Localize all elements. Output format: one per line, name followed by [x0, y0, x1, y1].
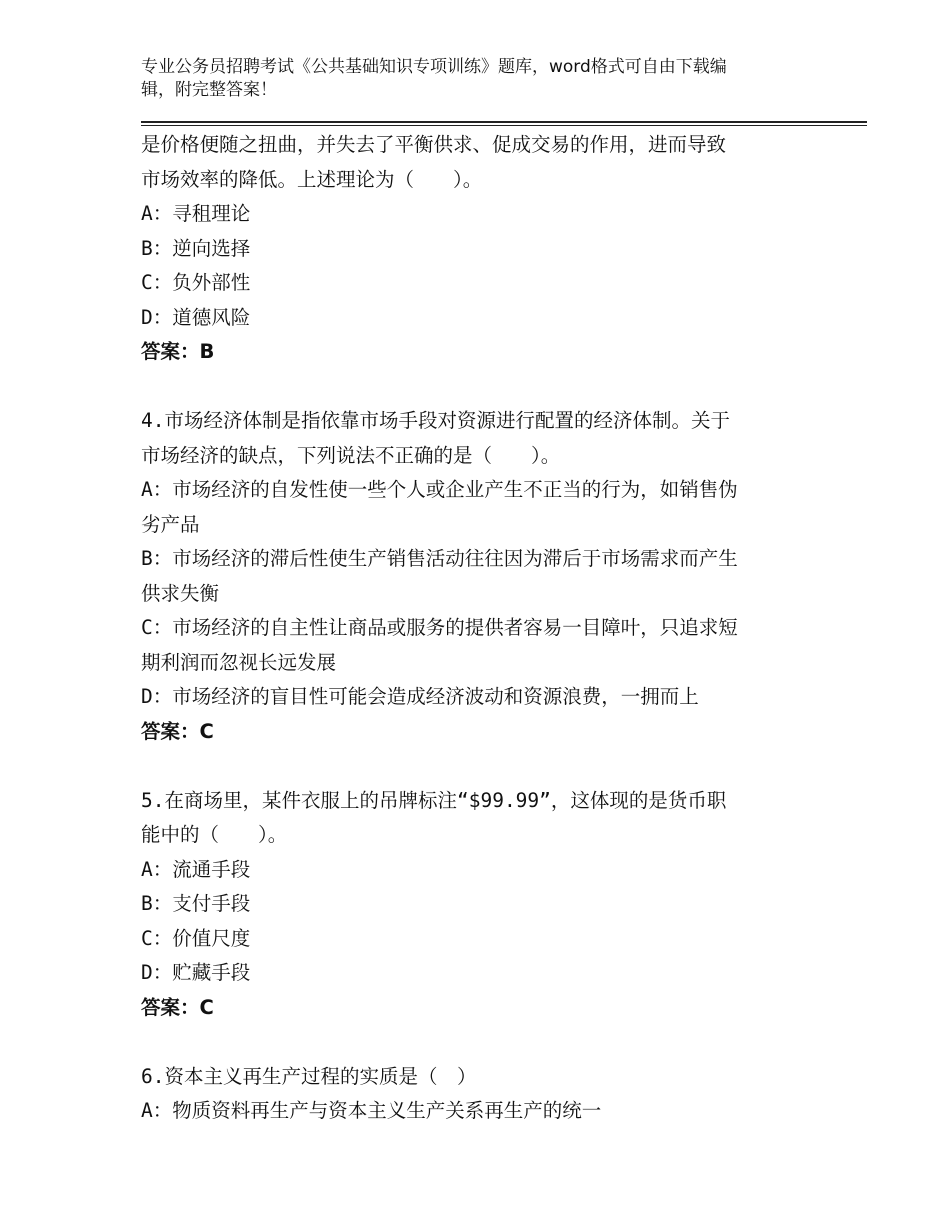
- option-a: A：流通手段: [141, 857, 251, 881]
- option-d: D：道德风险: [141, 305, 251, 329]
- header-title-line: 辑，附完整答案！: [141, 80, 277, 100]
- option-b-continued: 供求失衡: [141, 581, 220, 605]
- option-b: B：市场经济的滞后性使生产销售活动往往因为滞后于市场需求而产生: [141, 547, 738, 570]
- answer-line: 答案：C: [141, 719, 214, 743]
- question-6: [141, 1060, 821, 1129]
- option-d: D：市场经济的盲目性可能会造成经济波动和资源浪费，一拥而上: [141, 685, 699, 708]
- question-3: [141, 128, 821, 370]
- option-b: B：逆向选择: [141, 236, 251, 260]
- option-c: C：价值尺度: [141, 926, 251, 950]
- question-stem-line: 6.资本主义再生产过程的实质是（ ）: [141, 1064, 477, 1088]
- option-c: C：市场经济的自主性让商品或服务的提供者容易一目障叶，只追求短: [141, 616, 738, 639]
- header-rule-thick: [141, 121, 867, 123]
- option-c-continued: 期利润而忽视长远发展: [141, 650, 337, 674]
- option-d: D：贮藏手段: [141, 961, 251, 984]
- option-a: A：物质资料再生产与资本主义生产关系再生产的统一: [141, 1099, 602, 1122]
- question-stem-line: 市场效率的降低。上述理论为（ ）。: [141, 167, 483, 191]
- question-4: [141, 404, 821, 749]
- answer-line: 答案：B: [141, 340, 215, 363]
- option-a-continued: 劣产品: [141, 512, 200, 536]
- question-stem-line: 市场经济的缺点，下列说法不正确的是（ ）。: [141, 443, 561, 467]
- header-title-line: 专业公务员招聘考试《公共基础知识专项训练》题库，word格式可自由下载编: [141, 57, 727, 77]
- option-a: A：市场经济的自发性使一些个人或企业产生不正当的行为，如销售伪: [141, 478, 738, 501]
- question-list: [141, 128, 821, 1129]
- option-b: B：支付手段: [141, 892, 251, 915]
- question-stem-line: 5.在商场里，某件衣服上的吊牌标注“$99.99”，这体现的是货币职: [141, 788, 727, 812]
- question-5: [141, 784, 821, 1026]
- question-stem-line: 4.市场经济体制是指依靠市场手段对资源进行配置的经济体制。关于: [141, 409, 730, 432]
- spacer: [141, 1025, 821, 1060]
- option-a: A：寻租理论: [141, 202, 251, 225]
- header-rule-thin: [141, 125, 867, 126]
- option-c: C：负外部性: [141, 271, 251, 294]
- document-header: [141, 56, 801, 102]
- spacer: [141, 749, 821, 784]
- spacer: [141, 370, 821, 405]
- answer-line: 答案：C: [141, 995, 214, 1019]
- question-stem-line: 能中的（ ）。: [141, 823, 288, 846]
- question-stem-line: 是价格便随之扭曲，并失去了平衡供求、促成交易的作用，进而导致: [141, 133, 727, 156]
